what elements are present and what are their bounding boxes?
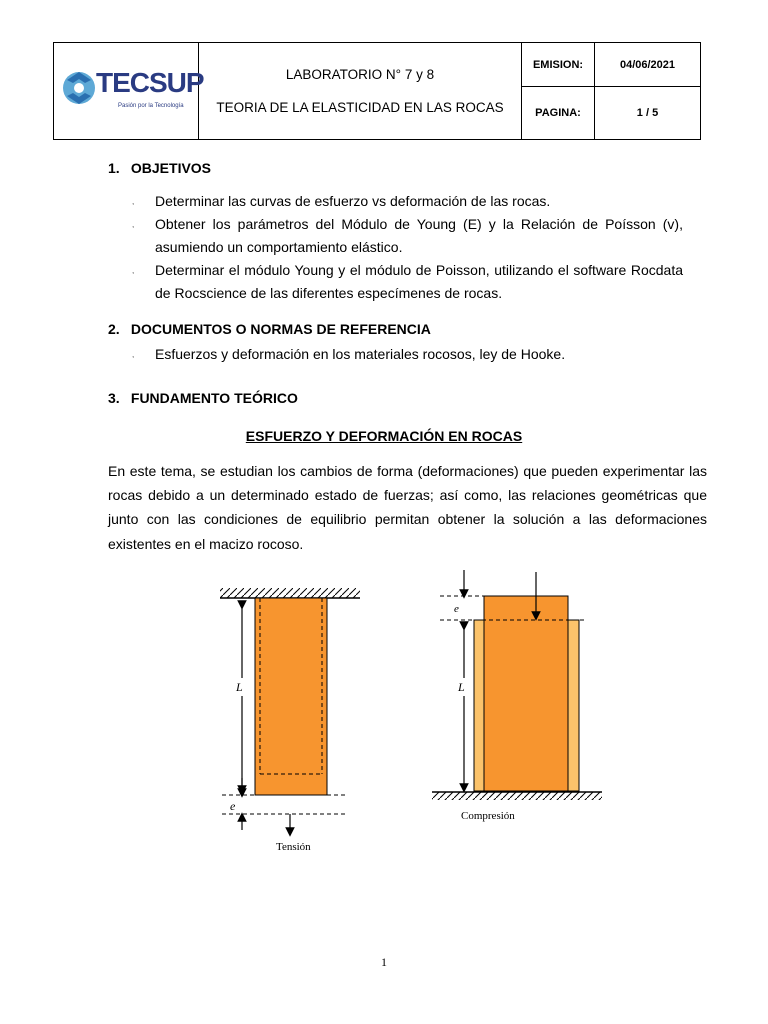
compression-specimen xyxy=(484,596,568,791)
elongation-label-compression: e xyxy=(454,603,459,615)
documentos-list xyxy=(132,343,683,366)
body-paragraph: En este tema, se estudian los cambios de forma (deformaciones) que pueden experimentar las rocas debido a un determinado estado de fuerzas; así como, las relaciones geométricas que junto con las condiciones de equilibrio permitan obtener la solución a las deformaciones existentes en el macizo rocoso. xyxy=(108,463,707,552)
compression-diagram xyxy=(432,570,602,822)
title-cell xyxy=(199,43,522,140)
lab-title: LABORATORIO N° 7 y 8 xyxy=(285,67,435,82)
section-heading-objetivos xyxy=(108,160,211,176)
logo-wordmark: TECSUP xyxy=(96,67,204,98)
logo-tagline: Pasión por la Tecnología xyxy=(118,103,184,109)
fixed-support-top xyxy=(220,588,360,598)
tension-diagram xyxy=(220,588,360,853)
document-header xyxy=(53,42,701,140)
list-item: , Obtener los parámetros del Módulo de Young (E) y la Relación de Poísson (v), asumiendo un comportamiento elástico. xyxy=(132,213,683,259)
page-number: 1 xyxy=(381,955,387,969)
section-title: DOCUMENTOS O NORMAS DE REFERENCIA xyxy=(130,321,431,337)
section-heading-fundamento xyxy=(108,390,298,406)
list-item: , Esfuerzos y deformación en los materiales rocosos, ley de Hooke. xyxy=(132,343,683,366)
bullet-icon: , xyxy=(132,350,135,359)
logo-cell xyxy=(54,43,204,140)
bullet-icon: , xyxy=(132,197,135,206)
tension-specimen xyxy=(255,598,327,795)
ground-hatch xyxy=(432,792,602,800)
objetivos-list xyxy=(132,190,683,305)
section-subtitle: ESFUERZO Y DEFORMACIÓN EN ROCAS xyxy=(245,428,523,444)
emision-value: 04/06/2021 xyxy=(595,43,701,87)
compresion-label: Compresión xyxy=(461,810,515,822)
doc-title: TEORIA DE LA ELASTICIDAD EN LAS ROCAS xyxy=(216,100,504,115)
section-title: FUNDAMENTO TEÓRICO xyxy=(130,390,298,406)
section-number: 3. xyxy=(108,390,120,406)
emision-label: EMISION: xyxy=(522,43,595,87)
section-number: 2. xyxy=(108,321,120,337)
pagina-value: 1 / 5 xyxy=(595,87,701,140)
tecsup-logo-icon xyxy=(61,65,97,111)
pagina-label: PAGINA: xyxy=(522,87,595,140)
bullet-icon: , xyxy=(132,266,135,275)
tecsup-logo xyxy=(54,43,204,139)
section-heading-documentos xyxy=(108,321,431,337)
list-item: , Determinar el módulo Young y el módulo de Poisson, utilizando el software Rocdata de Rocscience de las diferentes especímenes de rocas. xyxy=(132,259,683,305)
section-title: OBJETIVOS xyxy=(130,160,212,176)
length-label-compression: L xyxy=(458,680,465,694)
length-label: L xyxy=(236,680,243,694)
list-item: , Determinar las curvas de esfuerzo vs deformación de las rocas. xyxy=(132,190,683,213)
section-number: 1. xyxy=(108,160,120,176)
tension-label: Tensión xyxy=(276,841,311,853)
stress-strain-figure xyxy=(216,560,606,860)
bullet-icon: , xyxy=(132,220,135,229)
elongation-label: e xyxy=(230,799,236,813)
